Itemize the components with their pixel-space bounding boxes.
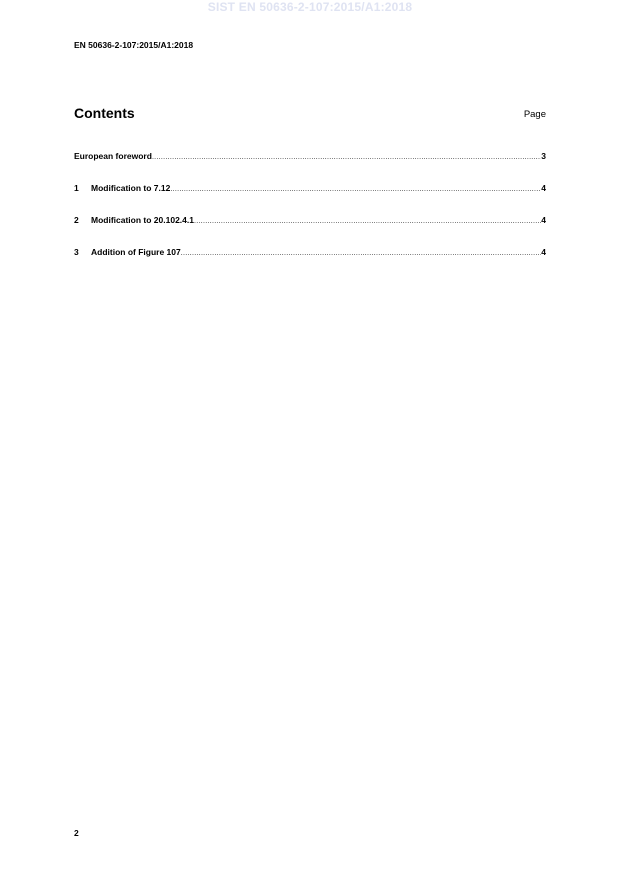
toc-entry-number: 3 [74,247,79,257]
toc-entry-european-foreword[interactable] [74,151,546,183]
toc-leader-dots [170,186,541,193]
toc-entry-addition-figure-107[interactable] [74,247,546,279]
toc-entry-page: 3 [541,151,546,161]
toc-leader-dots [181,250,542,257]
page-number: 2 [74,828,79,838]
toc-entry-page: 4 [541,215,546,225]
toc-entry-number: 2 [74,215,79,225]
toc-entry-number: 1 [74,183,79,193]
toc-entry-modification-20-102-4-1[interactable] [74,215,546,247]
document-id: EN 50636-2-107:2015/A1:2018 [74,40,194,50]
toc-leader-dots [152,154,541,161]
toc-entry-page: 4 [541,183,546,193]
toc-leader-dots [194,218,541,225]
toc-entry-title: Modification to 7.12 [91,183,171,193]
toc-entry-modification-7-12[interactable] [74,183,546,215]
toc-entry-title: Addition of Figure 107 [91,247,181,257]
toc-entry-title: Modification to 20.102.4.1 [91,215,194,225]
watermark-text: SIST EN 50636-2-107:2015/A1:2018 [207,0,413,14]
toc-entry-title: European foreword [74,151,152,161]
page-column-label: Page [523,109,546,120]
table-of-contents [74,151,546,279]
toc-entry-page: 4 [541,247,546,257]
contents-heading: Contents [74,105,135,121]
